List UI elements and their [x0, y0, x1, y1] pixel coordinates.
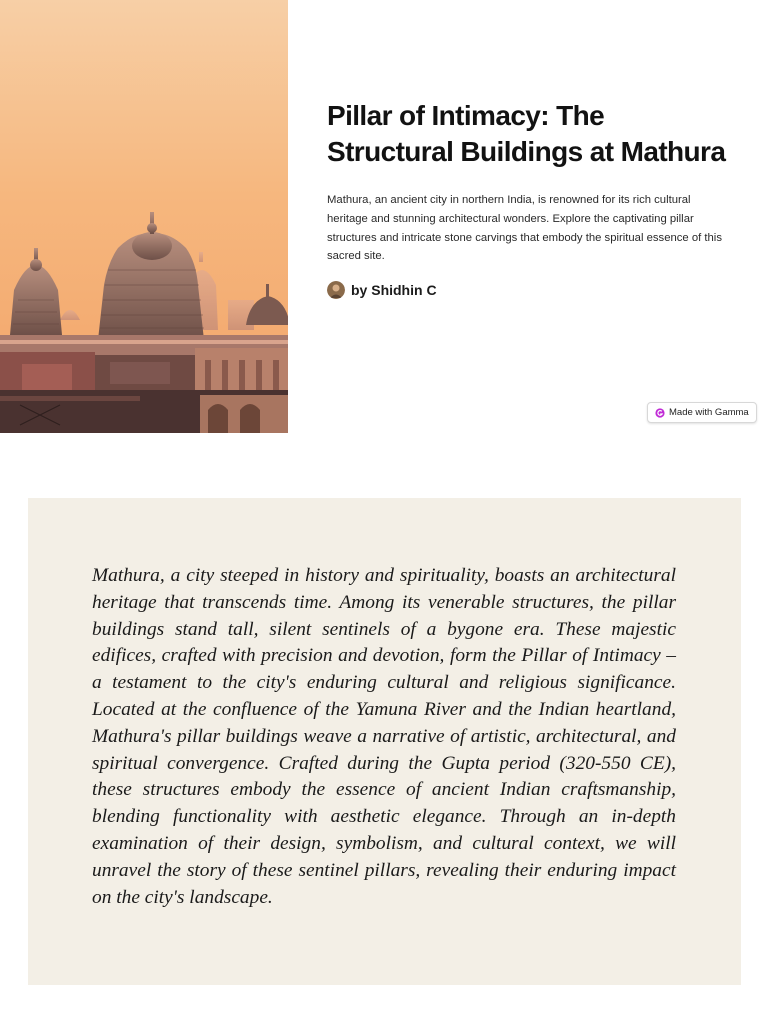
made-with-gamma-button[interactable] [647, 402, 757, 423]
avatar [327, 281, 345, 299]
author-name: by Shidhin C [351, 282, 437, 299]
page-title: Pillar of Intimacy: The Structural Buildings at Mathura [327, 100, 726, 167]
hero-text [327, 98, 737, 299]
gamma-logo-icon [655, 408, 665, 418]
temple-skyline-image [0, 0, 288, 433]
card-body-text: Mathura, a city steeped in history and spirituality, boasts an architectural heritage that transcends time. Among its venerable structures, the pillar buildings stand tall, silent sentinels of a bygone era. These majestic edifices, crafted with precision and devotion, form the Pillar of Intimacy – a testament to the city's enduring cultural and religious significance. Located at the confluence of the Yamuna River and the Indian heartland, Mathura's pillar buildings weave a narrative of artistic, architectural, and spiritual convergence. Crafted during the Gupta period (320-550 CE), these structures embody the essence of ancient Indian craftsmanship, blending functionality with aesthetic elegance. Through an in-depth examination of their design, symbolism, and cultural context, we will unravel the story of these sentinel pillars, revealing their enduring impact on the city's landscape. [92, 565, 676, 908]
author-row [327, 281, 737, 299]
intro-paragraph: Mathura, an ancient city in northern India, is renowned for its rich cultural heritage and stunning architectural wonders. Explore the captivating pillar structures and intricate stone carvings that embody the spiritual essence of this sacred site. [327, 194, 722, 263]
content-card [28, 498, 741, 985]
made-with-gamma-label: Made with Gamma [669, 407, 749, 418]
hero-image [0, 0, 288, 433]
